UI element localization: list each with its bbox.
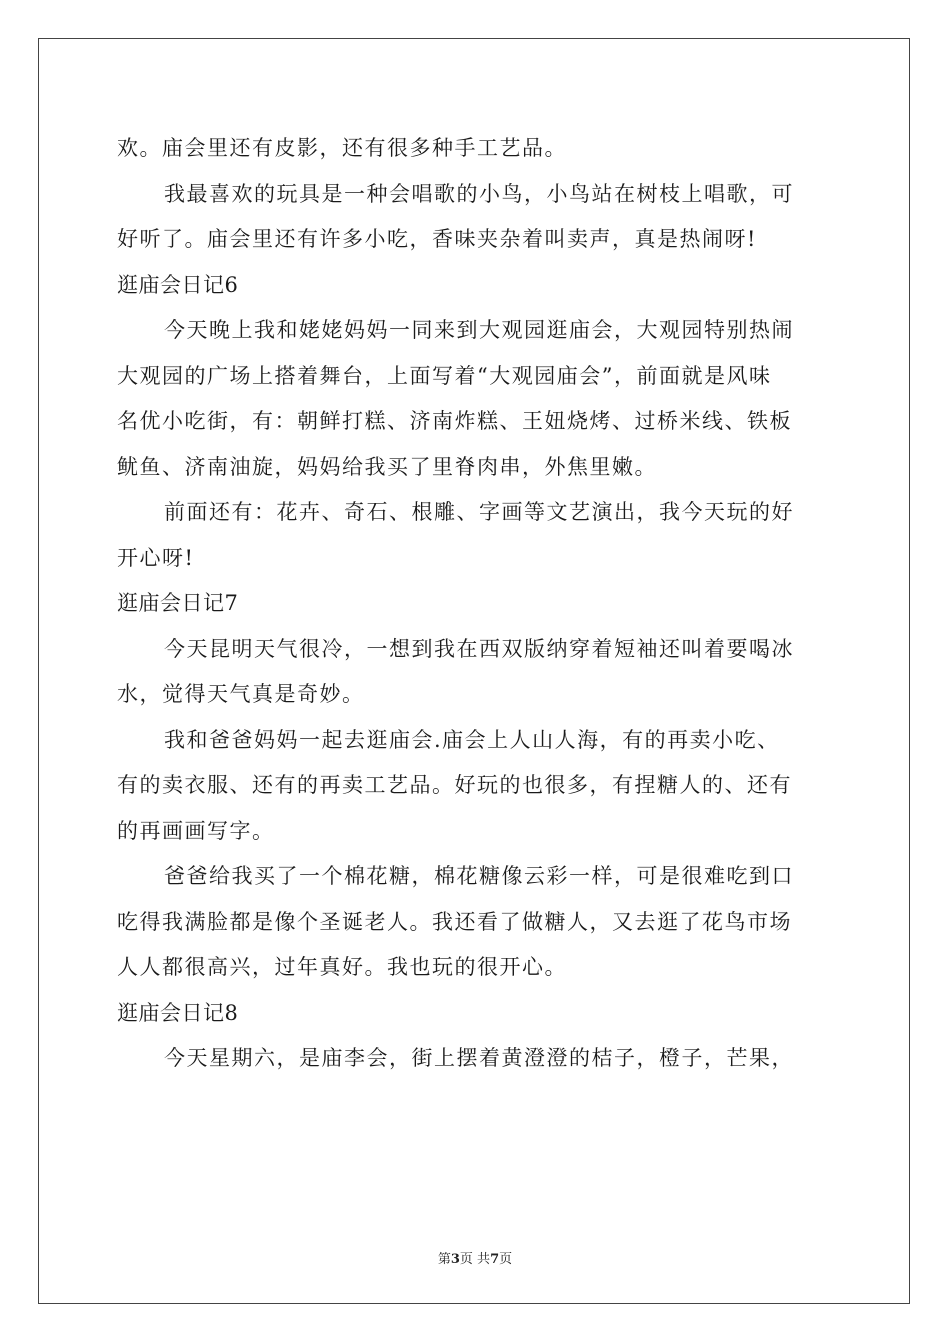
- text-line: 欢。庙会里还有皮影，还有很多种手工艺品。: [117, 136, 567, 160]
- text-line: 我和爸爸妈妈一起去逛庙会.庙会上人山人海，有的再卖小吃、: [164, 727, 780, 752]
- text-line: 今天星期六，是庙李会，街上摆着黄澄澄的桔子，橙子，芒果，: [164, 1046, 794, 1070]
- footer-mid: 页 共: [459, 1252, 491, 1267]
- text-line: 今天晚上我和姥姥妈妈一同来到大观园逛庙会，大观园特别热闹: [164, 318, 794, 342]
- text-line: 人人都很高兴，过年真好。我也玩的很开心。: [117, 955, 567, 979]
- footer-prefix: 第: [437, 1252, 451, 1267]
- text-line: 爸爸给我买了一个棉花糖，棉花糖像云彩一样，可是很难吃到口: [164, 864, 794, 888]
- text-line: 吃得我满脸都是像个圣诞老人。我还看了做糖人，又去逛了花鸟市场: [117, 909, 792, 934]
- page-footer: [0, 1248, 950, 1267]
- section-heading: 逛庙会日记7: [117, 591, 239, 615]
- text-line: 水，觉得天气真是奇妙。: [117, 682, 365, 706]
- text-line: 的再画画写字。: [117, 818, 275, 843]
- footer-total-pages: 7: [490, 1252, 500, 1267]
- section-heading: 逛庙会日记6: [117, 272, 239, 297]
- text-line: 大观园的广场上搭着舞台，上面写着“大观园庙会”，前面就是风味: [117, 363, 772, 388]
- section-heading: 逛庙会日记8: [117, 1000, 239, 1025]
- footer-suffix: 页: [499, 1252, 513, 1267]
- text-line: 好听了。庙会里还有许多小吃，香味夹杂着叫卖声，真是热闹呀!: [117, 227, 757, 251]
- document-body: [117, 126, 837, 1082]
- text-line: 有的卖衣服、还有的再卖工艺品。好玩的也很多，有捏糖人的、还有: [117, 773, 792, 797]
- text-line: 前面还有：花卉、奇石、根雕、字画等文艺演出，我今天玩的好: [164, 500, 794, 524]
- text-line: 名优小吃街，有：朝鲜打糕、济南炸糕、王妞烧烤、过桥米线、铁板: [117, 409, 792, 433]
- text-line: 开心呀!: [117, 545, 195, 570]
- text-line: 我最喜欢的玩具是一种会唱歌的小鸟，小鸟站在树枝上唱歌，可: [164, 181, 794, 206]
- text-line: 鱿鱼、济南油旋，妈妈给我买了里脊肉串，外焦里嫩。: [117, 454, 657, 479]
- footer-current-page: 3: [450, 1252, 460, 1267]
- text-line: 今天昆明天气很冷，一想到我在西双版纳穿着短袖还叫着要喝冰: [164, 636, 794, 661]
